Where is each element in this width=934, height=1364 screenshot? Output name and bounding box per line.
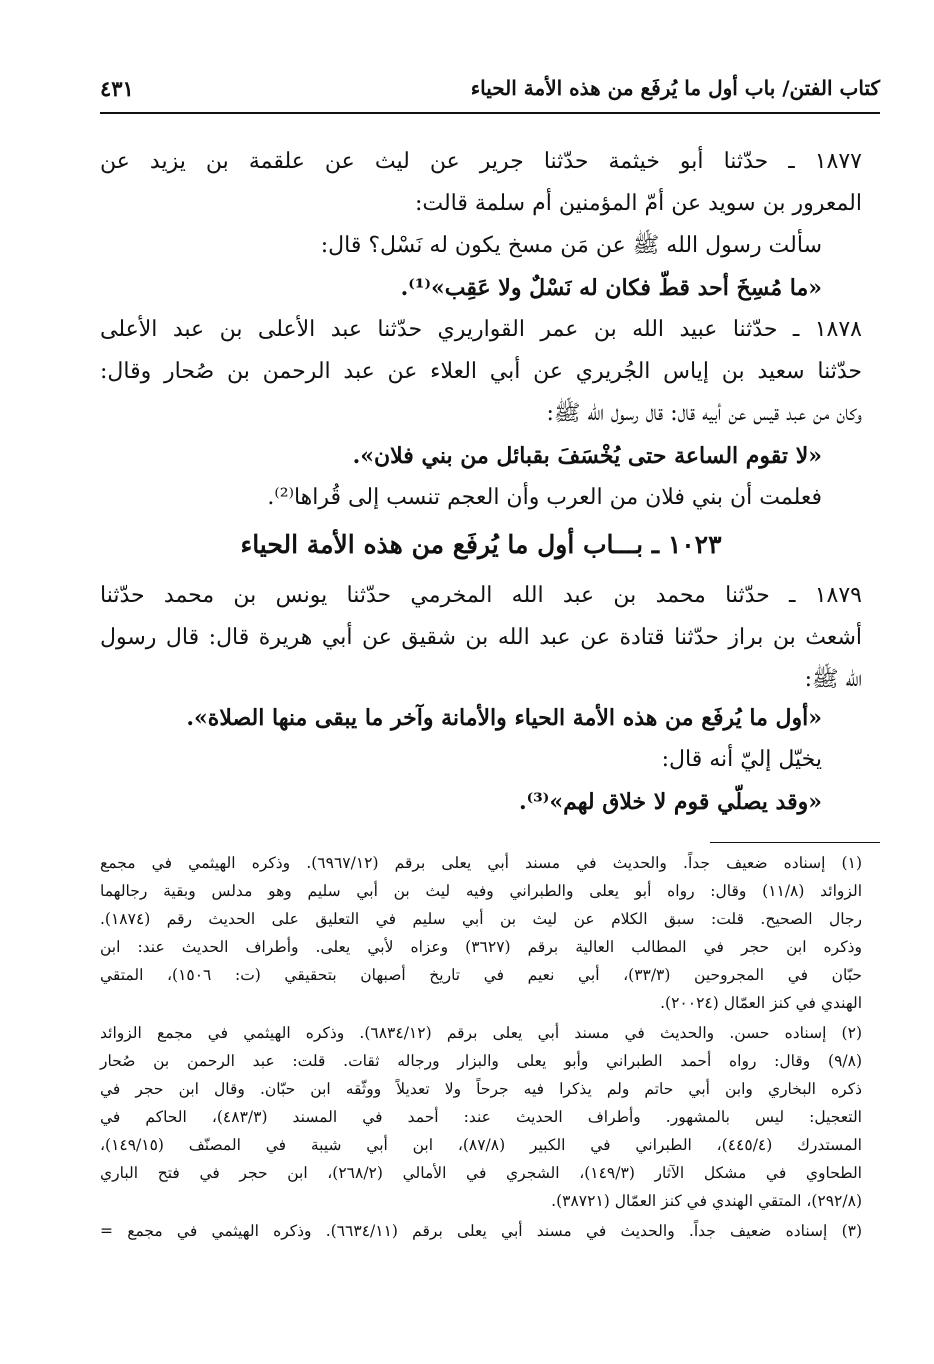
footnote-line: ذكره البخاري وابن أبي حاتم ولم يذكرا فيه جرحاً ولا تعديلاً ووثّقه ابن حبّان. وقال ابن حجر في: [100, 1080, 862, 1098]
body-line: ١٨٧٩ ـ حدّثنا محمد بن عبد الله المخرمي حدّثنا يونس بن محمد حدّثنا: [100, 583, 862, 608]
hadith-text: «ما مُسِخَ أحد قطّ فكان له نَسْلٌ ولا عَقِب»⁽¹⁾.: [400, 275, 822, 301]
footnote-line: (٩/٨) وقال: رواه أحمد الطبراني وأبو يعلى والبزار ورجاله ثقات. قلت: عبد الرحمن بن صُحار: [100, 1052, 862, 1070]
hadith-text: «لا تقوم الساعة حتى يُخْسَفَ بقبائل من بني فلان».: [352, 443, 822, 469]
footnote-line: الزوائد (١١/٨) وقال: رواه أبو يعلى والطبراني وفيه ليث بن أبي سليم وهو مدلس وبقية رجالهما: [100, 882, 862, 900]
footnote-line: (٣) إسناده ضعيف جداً. والحديث في مسند أبي يعلى برقم (٦٦٣٤/١١). وذكره الهيثمي في مجمع =: [100, 1222, 863, 1240]
footnote-line: وذكره ابن حجر في المطالب العالية برقم (٣٦٢٧) وعزاه لأبي يعلى. وأطراف الحديث عند: ابن: [100, 938, 862, 956]
body-line: يخيّل إليّ أنه قال:: [661, 747, 822, 772]
footnote-line: حبّان في المجروحين (٣٣/٣)، أبي نعيم في تاريخ أصبهان بتحقيقي (ت: ١٥٠٦)، المتقي: [100, 966, 862, 984]
footnote-line: الهندي في كنز العمّال (٢٠٠٢٤).: [660, 994, 862, 1012]
footnote-line: رجال الصحيح. قلت: سبق الكلام عن ليث بن أبي سليم في التعليق على الحديث رقم (١٨٧٤).: [100, 910, 862, 928]
footnote-divider: [710, 842, 880, 843]
footnote-line: (٢٩٢/٨)، المتقي الهندي في كنز العمّال (٣٨٧٢١).: [551, 1192, 862, 1210]
body-line: ١٨٧٨ ـ حدّثنا عبيد الله بن عمر القواريري حدّثنا عبد الأعلى بن عبد الأعلى: [100, 317, 862, 342]
footnote-line: (١) إسناده ضعيف جداً. والحديث في مسند أبي يعلى برقم (٦٩٦٧/١٢). وذكره الهيثمي في مجمع: [100, 854, 862, 872]
body-line: أشعث بن براز حدّثنا قتادة عن عبد الله بن شقيق عن أبي هريرة قال: قال رسول: [100, 625, 862, 650]
body-line: فعلمت أن بني فلان من العرب وأن العجم تنسب إلى قُراها⁽²⁾.: [267, 485, 822, 510]
running-header: [100, 76, 880, 110]
footnote-line: التعجيل: ليس بالمشهور. وأطراف الحديث عند: أحمد في المسند (٤٨٣/٣)، الحاكم في: [100, 1108, 862, 1126]
body-line: وكان من عبد قيس عن أبيه قال: قال رسول الله ﷺ:: [546, 401, 862, 426]
chapter-heading: ١٠٢٣ ـ بـــاب أول ما يُرفَع من هذه الأمة الحياء: [240, 530, 722, 559]
running-title: كتاب الفتن/ باب أول ما يُرفَع من هذه الأمة الحياء: [470, 76, 880, 100]
header-divider: [100, 112, 880, 114]
footnote-line: الطحاوي في مشكل الآثار (١٤٩/٣)، الشجري في الأمالي (٢٦٨/٢)، ابن حجر في فتح الباري: [100, 1164, 862, 1182]
body-line: الله ﷺ:: [804, 667, 862, 692]
hadith-text: «وقد يصلّي قوم لا خلاق لهم»⁽³⁾.: [518, 789, 822, 815]
hadith-text: «أول ما يُرفَع من هذه الأمة الحياء والأمانة وآخر ما يبقى منها الصلاة».: [186, 705, 822, 731]
body-line: سألت رسول الله ﷺ عن مَن مسخ يكون له نَسْل؟ قال:: [320, 233, 822, 258]
body-line: المعرور بن سويد عن أمّ المؤمنين أم سلمة قالت:: [414, 191, 862, 216]
page-number: ٤٣١: [100, 76, 134, 101]
footnote-line: المستدرك (٤٤٥/٤)، الطبراني في الكبير (٨٧/٨)، ابن أبي شيبة في المصنّف (١٤٩/١٥)،: [100, 1136, 862, 1154]
body-line: ١٨٧٧ ـ حدّثنا أبو خيثمة حدّثنا جرير عن ليث عن علقمة بن يزيد عن: [100, 149, 862, 174]
footnote-line: (٢) إسناده حسن. والحديث في مسند أبي يعلى برقم (٦٨٣٤/١٢). وذكره الهيثمي في مجمع الزوائد: [100, 1024, 862, 1042]
body-line: حدّثنا سعيد بن إياس الجُريري عن أبي العلاء عن عبد الرحمن بن صُحار وقال:: [100, 359, 862, 384]
